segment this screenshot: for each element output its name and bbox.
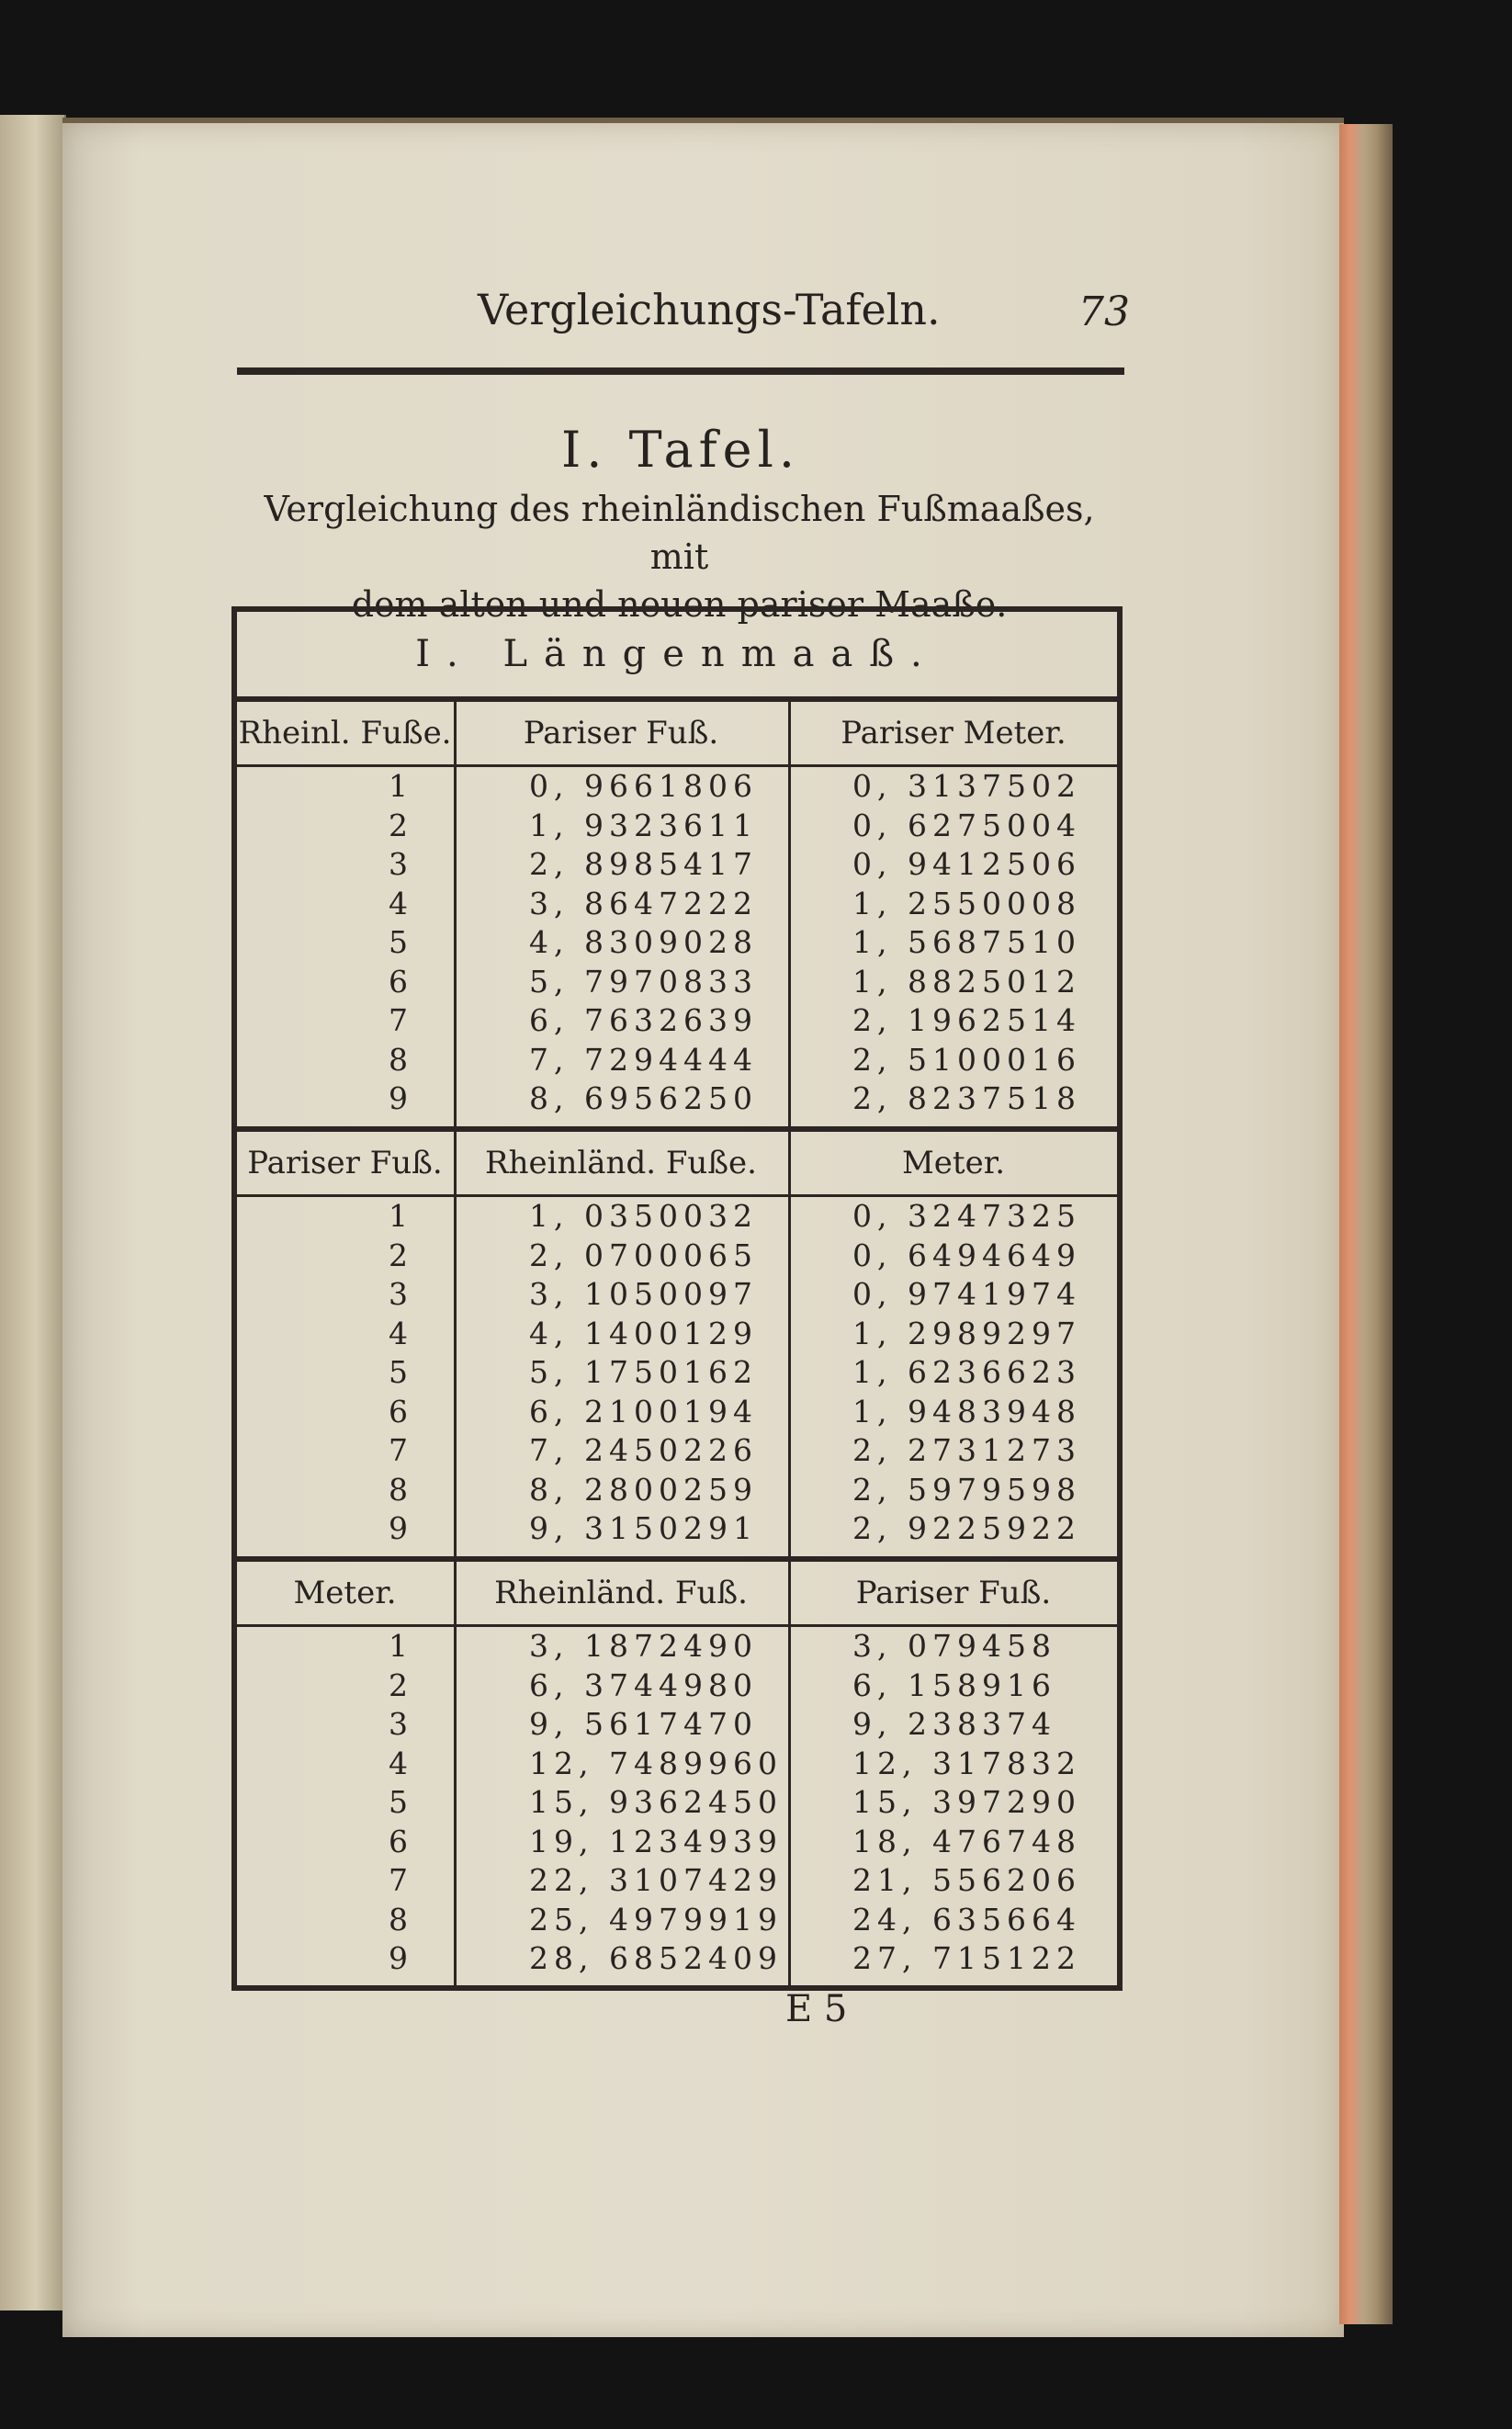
table-cell: 18, 476748 [852,1823,1081,1859]
table-section [237,1562,1117,1986]
table-row [237,1040,1117,1079]
running-head-title: Vergleichungs-Tafeln. [478,285,941,334]
table-cell: 1, 0350032 [529,1198,758,1234]
table-cell: 2 [389,1666,408,1703]
table-cell: 1, 2550008 [852,885,1081,921]
table-cell: 9 [389,1510,408,1546]
column-header: Pariser Meter. [841,715,1066,751]
table-cell: 2 [389,1237,408,1273]
comparison-table [231,606,1123,1991]
table-row [237,962,1117,1001]
table-cell: 2, 0700065 [529,1237,758,1273]
table-cell: 22, 3107429 [529,1862,783,1898]
table-cell: 6, 7632639 [529,1002,758,1038]
table-cell: 4 [389,1315,408,1351]
table-cell: 0, 6494649 [852,1237,1081,1273]
running-header [478,276,1130,340]
table-cell: 25, 4979919 [529,1901,783,1938]
table-cell: 1 [389,768,408,804]
table-cell: 9, 5617470 [529,1706,758,1742]
column-header: Rheinländ. Fuß. [494,1575,748,1611]
table-cell: 2, 1962514 [852,1002,1081,1038]
table-row [237,1392,1117,1431]
table-cell: 4, 1400129 [529,1315,758,1351]
table-row [237,884,1117,923]
table-cell: 1, 6236623 [852,1354,1081,1390]
table-cell: 7 [389,1002,408,1038]
table-cell: 1 [389,1628,408,1664]
table-cell: 2, 2731273 [852,1432,1081,1468]
table-row [237,766,1117,806]
table-cell: 27, 715122 [852,1940,1081,1976]
table-cell: 0, 9412506 [852,846,1081,882]
table-row [237,1508,1117,1548]
table-row [237,1860,1117,1900]
section-header-row [237,1562,1117,1627]
table-cell: 5 [389,1784,408,1820]
table-cell: 1 [389,1198,408,1234]
table-cell: 3, 8647222 [529,885,758,921]
column-header: Rheinländ. Fuße. [485,1145,757,1181]
subtitle-line-2: dem alten und neuen pariser Maaße. [351,584,1008,625]
table-row [237,1000,1117,1040]
table-row [237,1744,1117,1783]
header-rule [237,367,1124,375]
table-cell: 3, 1050097 [529,1276,758,1312]
table-row [237,1666,1117,1705]
table-row [237,806,1117,845]
table-cell: 3 [389,1706,408,1742]
table-cell: 5 [389,924,408,960]
table-cell: 8 [389,1901,408,1938]
subtitle-line-1: Vergleichung des rheinländischen Fußmaaßes, mit [264,489,1095,577]
printer-signature: E 5 [785,1988,848,2030]
table-cell: 1, 8825012 [852,963,1081,1000]
table-row [237,1782,1117,1822]
table-row [237,922,1117,962]
table-cell: 1, 5687510 [852,924,1081,960]
table-cell: 4, 8309028 [529,924,758,960]
table-cell: 5, 7970833 [529,963,758,1000]
table-cell: 8, 2800259 [529,1471,758,1508]
table-row [237,1314,1117,1353]
table-cell: 12, 317832 [852,1745,1081,1781]
table-cell: 12, 7489960 [529,1745,783,1781]
column-header: Pariser Fuß. [247,1145,443,1181]
table-row [237,1196,1117,1236]
table-cell: 5, 1750162 [529,1354,758,1390]
table-row [237,1079,1117,1118]
table-cell: 8, 6956250 [529,1080,758,1116]
table-cell: 8 [389,1471,408,1508]
table-cell: 1, 9483948 [852,1393,1081,1429]
table-cell: 24, 635664 [852,1901,1081,1938]
table-cell: 28, 6852409 [529,1940,783,1976]
table-cell: 2, 8985417 [529,846,758,882]
table-cell: 0, 3137502 [852,768,1081,804]
table-cell: 6, 158916 [852,1666,1056,1703]
table-cell: 6, 3744980 [529,1666,758,1703]
table-cell: 9, 238374 [852,1706,1056,1742]
table-row [237,1236,1117,1275]
table-caption: I. Längenmaaß. [237,612,1117,702]
facing-page-edge [0,115,66,2310]
table-cell: 6 [389,963,408,1000]
table-cell: 0, 6275004 [852,807,1081,843]
table-cell: 6, 2100194 [529,1393,758,1429]
table-cell: 5 [389,1354,408,1390]
table-section [237,702,1117,1126]
section-header-row [237,702,1117,767]
table-cell: 2, 5100016 [852,1041,1081,1078]
table-cell: 7, 2450226 [529,1432,758,1468]
table-cell: 0, 9741974 [852,1276,1081,1312]
table-cell: 3, 079458 [852,1628,1056,1664]
column-header: Meter. [293,1575,397,1611]
table-cell: 7, 7294444 [529,1041,758,1078]
table-cell: 2, 5979598 [852,1471,1081,1508]
table-cell: 6 [389,1393,408,1429]
table-cell: 3 [389,846,408,882]
table-cell: 6 [389,1823,408,1859]
column-header: Rheinl. Fuße. [238,715,452,751]
table-row [237,1938,1117,1978]
table-cell: 4 [389,1745,408,1781]
table-cell: 7 [389,1862,408,1898]
table-row [237,1274,1117,1314]
table-row [237,1430,1117,1470]
table-cell: 3, 1872490 [529,1628,758,1664]
table-cell: 1, 2989297 [852,1315,1081,1351]
table-cell: 8 [389,1041,408,1078]
table-row [237,1626,1117,1666]
table-cell: 3 [389,1276,408,1312]
table-row [237,1470,1117,1509]
column-header: Pariser Fuß. [855,1575,1052,1611]
table-cell: 0, 3247325 [852,1198,1081,1234]
table-row [237,1822,1117,1861]
table-row [237,844,1117,884]
column-header: Meter. [901,1145,1006,1181]
column-header: Pariser Fuß. [523,715,719,751]
table-cell: 2 [389,807,408,843]
page-fore-edge [1339,124,1393,2324]
table-cell: 15, 397290 [852,1784,1081,1820]
table-cell: 4 [389,885,408,921]
table-cell: 2, 8237518 [852,1080,1081,1116]
table-row [237,1704,1117,1744]
table-cell: 9, 3150291 [529,1510,758,1546]
table-cell: 9 [389,1940,408,1976]
table-cell: 2, 9225922 [852,1510,1081,1546]
table-label: I. Tafel. [560,421,801,479]
page-number: 73 [1078,288,1130,335]
table-cell: 7 [389,1432,408,1468]
table-cell: 21, 556206 [852,1862,1081,1898]
section-header-row [237,1132,1117,1197]
table-cell: 9 [389,1080,408,1116]
table-cell: 19, 1234939 [529,1823,783,1859]
table-row [237,1352,1117,1392]
table-cell: 0, 9661806 [529,768,758,804]
table-row [237,1900,1117,1939]
table-cell: 15, 9362450 [529,1784,783,1820]
table-section [237,1132,1117,1556]
table-cell: 1, 9323611 [529,807,758,843]
